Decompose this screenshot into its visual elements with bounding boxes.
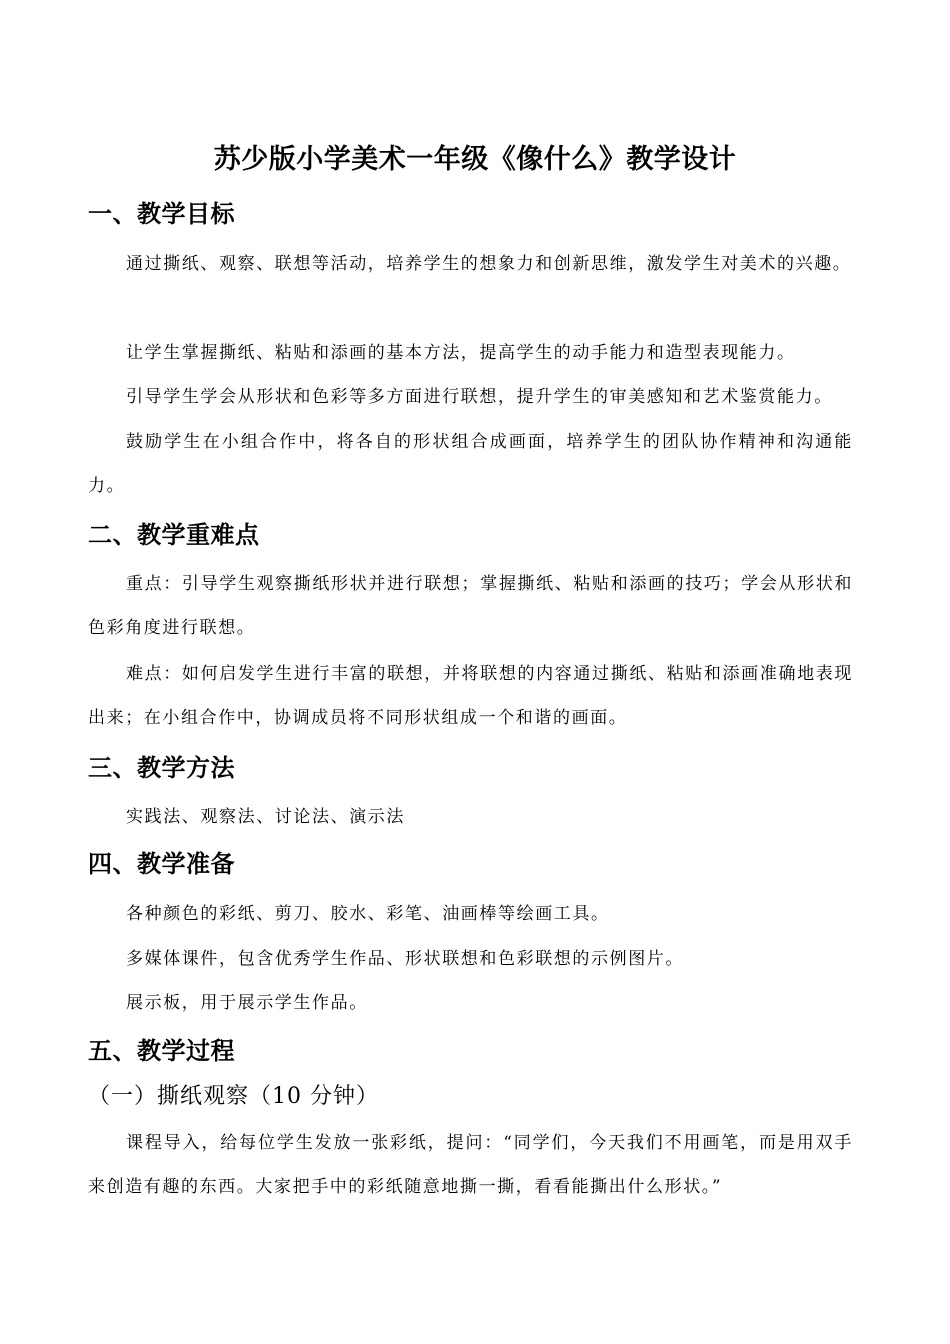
paragraph: 鼓励学生在小组合作中，将各自的形状组合成画面，培养学生的团队协作精神和沟通能力。 (88, 432, 853, 496)
paragraph: 课程导入，给每位学生发放一张彩纸，提问：“同学们，今天我们不用画笔，而是用双手来创造有趣的东西。大家把手中的彩纸随意地撕一撕，看看能撕出什么形状。” (88, 1133, 853, 1197)
document-title: 苏少版小学美术一年级《像什么》教学设计 (213, 144, 737, 175)
paragraph: 通过撕纸、观察、联想等活动，培养学生的想象力和创新思维，激发学生对美术的兴趣。 (126, 254, 852, 274)
paragraph: 展示板，用于展示学生作品。 (126, 993, 368, 1013)
subsection-heading: （一）撕纸观察（10 分钟） (88, 1084, 379, 1109)
section-heading-methods: 三、教学方法 (88, 754, 235, 782)
paragraph: 难点：如何启发学生进行丰富的联想，并将联想的内容通过撕纸、粘贴和添画准确地表现出来；在小组合作中，协调成员将不同形状组成一个和谐的画面。 (88, 664, 853, 728)
paragraph: 各种颜色的彩纸、剪刀、胶水、彩笔、油画棒等绘画工具。 (126, 904, 610, 924)
paragraph: 让学生掌握撕纸、粘贴和添画的基本方法，提高学生的动手能力和造型表现能力。 (126, 343, 796, 363)
section-heading-preparation: 四、教学准备 (88, 850, 235, 878)
paragraph: 实践法、观察法、讨论法、演示法 (126, 807, 405, 827)
paragraph: 多媒体课件，包含优秀学生作品、形状联想和色彩联想的示例图片。 (126, 949, 684, 969)
paragraph: 引导学生学会从形状和色彩等多方面进行联想，提升学生的审美感知和艺术鉴赏能力。 (126, 387, 833, 407)
section-heading-objectives: 一、教学目标 (88, 200, 235, 228)
section-heading-process: 五、教学过程 (88, 1037, 235, 1065)
section-heading-key-points: 二、教学重难点 (88, 521, 260, 549)
paragraph: 重点：引导学生观察撕纸形状并进行联想；掌握撕纸、粘贴和添画的技巧；学会从形状和色彩角度进行联想。 (88, 574, 853, 638)
